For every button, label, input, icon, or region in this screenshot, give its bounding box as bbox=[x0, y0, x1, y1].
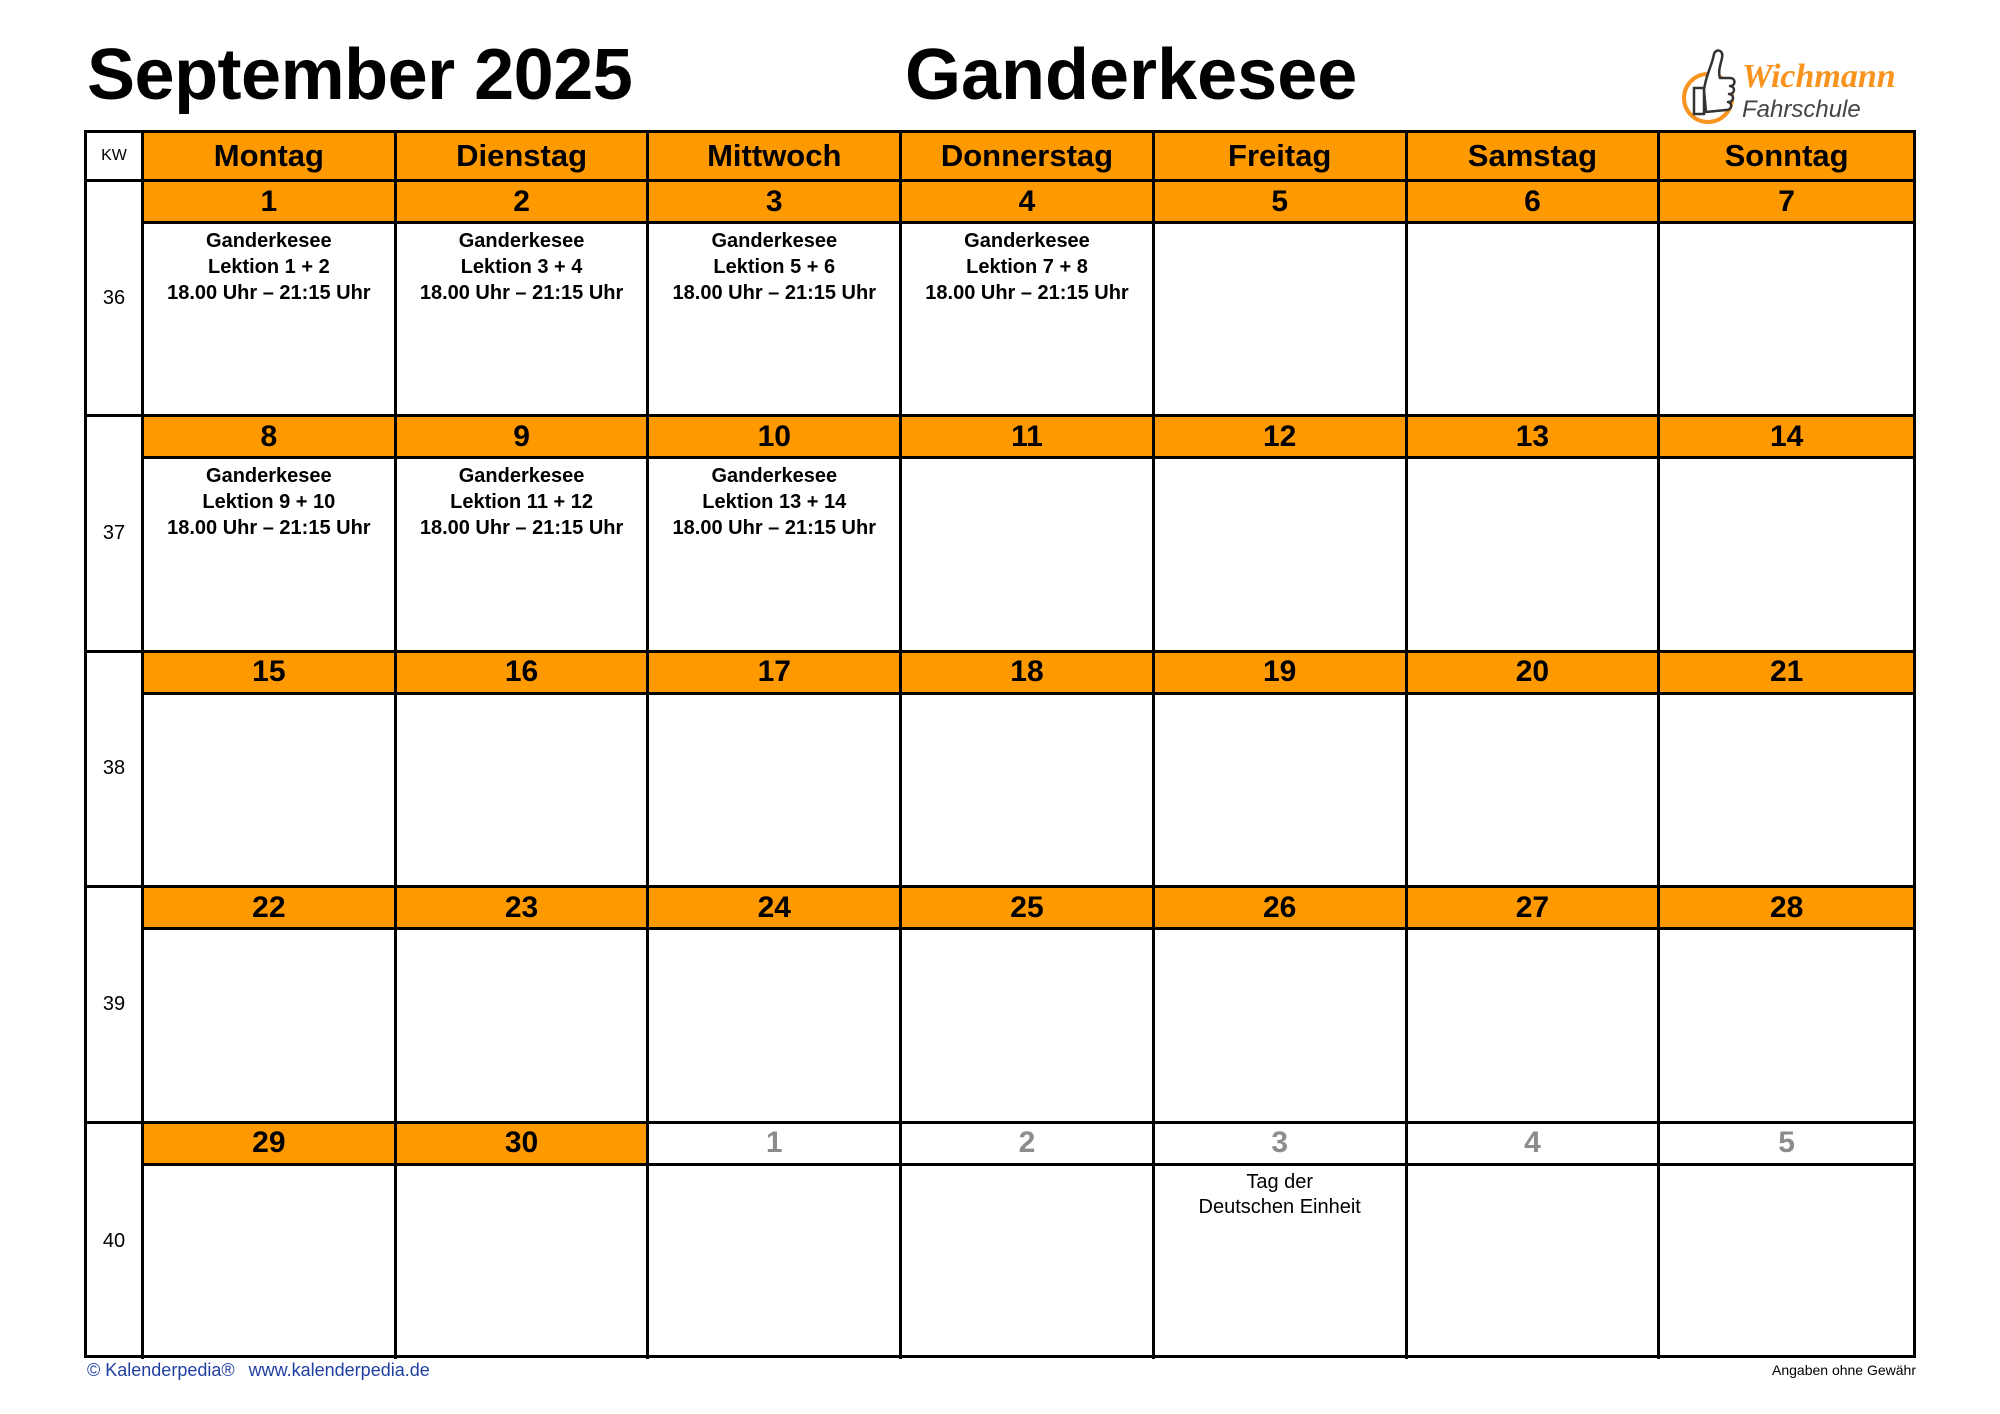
day-number: 21 bbox=[1660, 653, 1913, 695]
day-cell[interactable] bbox=[902, 224, 1155, 417]
school-logo bbox=[1676, 44, 1916, 130]
day-header-sonntag: Sonntag bbox=[1660, 133, 1913, 182]
logo-subtitle: Fahrschule bbox=[1742, 96, 1861, 123]
event-lesson: Lektion 11 + 12 bbox=[450, 491, 593, 514]
day-cell[interactable] bbox=[1155, 695, 1408, 888]
day-number: 2 bbox=[397, 182, 650, 224]
event-time: 18.00 Uhr – 21:15 Uhr bbox=[419, 282, 624, 304]
day-number: 18 bbox=[902, 653, 1155, 695]
day-number: 7 bbox=[1660, 182, 1913, 224]
event-lesson: Lektion 5 + 6 bbox=[713, 256, 836, 278]
lesson-event bbox=[902, 228, 1152, 306]
day-cell[interactable] bbox=[397, 1166, 650, 1359]
day-header-dienstag: Dienstag bbox=[397, 133, 650, 182]
event-time: 18.00 Uhr – 21:15 Uhr bbox=[167, 282, 371, 304]
day-cell[interactable] bbox=[1408, 459, 1661, 652]
day-number: 4 bbox=[902, 182, 1155, 224]
day-cell[interactable] bbox=[1660, 1166, 1913, 1359]
day-number: 25 bbox=[902, 888, 1155, 930]
lesson-event bbox=[649, 463, 899, 541]
thumbs-up-steering-wheel-icon bbox=[1676, 44, 1738, 128]
event-location: Ganderkesee bbox=[458, 465, 585, 488]
day-cell[interactable] bbox=[649, 1166, 902, 1359]
event-time: 18.00 Uhr – 21:15 Uhr bbox=[925, 282, 1129, 304]
day-cell[interactable] bbox=[144, 930, 397, 1123]
lesson-event bbox=[144, 228, 394, 306]
event-location: Ganderkesee bbox=[206, 465, 332, 488]
day-header-samstag: Samstag bbox=[1408, 133, 1661, 182]
day-cell[interactable] bbox=[1155, 930, 1408, 1123]
kw-header: KW bbox=[87, 133, 144, 182]
day-number: 11 bbox=[902, 417, 1155, 459]
day-number: 29 bbox=[144, 1124, 397, 1166]
day-cell[interactable] bbox=[902, 459, 1155, 652]
day-cell[interactable] bbox=[649, 224, 902, 417]
week-number: 39 bbox=[87, 888, 144, 1123]
day-cell[interactable] bbox=[397, 459, 650, 652]
day-number: 26 bbox=[1155, 888, 1408, 930]
day-header-donnerstag: Donnerstag bbox=[902, 133, 1155, 182]
day-number: 9 bbox=[397, 417, 650, 459]
holiday-label bbox=[1155, 1170, 1405, 1220]
event-location: Ganderkesee bbox=[206, 230, 332, 252]
day-cell[interactable] bbox=[1660, 695, 1913, 888]
day-cell[interactable] bbox=[397, 224, 650, 417]
lesson-event bbox=[397, 228, 647, 306]
week-number: 38 bbox=[87, 653, 144, 888]
event-lesson: Lektion 13 + 14 bbox=[702, 491, 847, 514]
event-location: Ganderkesee bbox=[711, 465, 838, 488]
day-cell[interactable] bbox=[649, 459, 902, 652]
day-cell[interactable] bbox=[144, 1166, 397, 1359]
next-month-day-number: 1 bbox=[649, 1124, 902, 1166]
week-number: 40 bbox=[87, 1124, 144, 1359]
day-number: 15 bbox=[144, 653, 397, 695]
holiday-line: Tag der bbox=[1246, 1170, 1314, 1193]
next-month-day-number: 3 bbox=[1155, 1124, 1408, 1166]
event-location: Ganderkesee bbox=[711, 230, 838, 252]
event-time: 18.00 Uhr – 21:15 Uhr bbox=[672, 282, 876, 304]
week-number: 36 bbox=[87, 182, 144, 417]
event-lesson: Lektion 3 + 4 bbox=[460, 256, 583, 278]
logo-name: Wichmann bbox=[1742, 58, 1896, 95]
day-number: 19 bbox=[1155, 653, 1408, 695]
day-cell[interactable] bbox=[1155, 224, 1408, 417]
next-month-day-number: 2 bbox=[902, 1124, 1155, 1166]
lesson-event bbox=[649, 228, 899, 306]
event-time: 18.00 Uhr – 21:15 Uhr bbox=[419, 517, 624, 540]
next-month-day-number: 4 bbox=[1408, 1124, 1661, 1166]
day-cell[interactable] bbox=[144, 695, 397, 888]
footer-credit bbox=[87, 1360, 430, 1381]
day-number: 13 bbox=[1408, 417, 1661, 459]
day-cell[interactable] bbox=[1155, 459, 1408, 652]
event-lesson: Lektion 7 + 8 bbox=[966, 256, 1088, 278]
day-cell[interactable] bbox=[902, 695, 1155, 888]
week-number: 37 bbox=[87, 417, 144, 652]
day-cell[interactable] bbox=[1155, 1166, 1408, 1359]
day-number: 10 bbox=[649, 417, 902, 459]
day-header-montag: Montag bbox=[144, 133, 397, 182]
day-number: 3 bbox=[649, 182, 902, 224]
day-number: 28 bbox=[1660, 888, 1913, 930]
day-cell[interactable] bbox=[144, 459, 397, 652]
event-lesson: Lektion 1 + 2 bbox=[207, 256, 330, 278]
day-number: 17 bbox=[649, 653, 902, 695]
next-month-day-number: 5 bbox=[1660, 1124, 1913, 1166]
footer-url-link[interactable]: www.kalenderpedia.de bbox=[248, 1360, 430, 1380]
day-number: 14 bbox=[1660, 417, 1913, 459]
day-number: 20 bbox=[1408, 653, 1661, 695]
event-lesson: Lektion 9 + 10 bbox=[202, 491, 336, 514]
event-time: 18.00 Uhr – 21:15 Uhr bbox=[672, 517, 876, 540]
holiday-line: Deutschen Einheit bbox=[1198, 1195, 1361, 1218]
calendar-grid bbox=[84, 130, 1916, 1358]
day-header-freitag: Freitag bbox=[1155, 133, 1408, 182]
event-location: Ganderkesee bbox=[458, 230, 585, 252]
day-number: 6 bbox=[1408, 182, 1661, 224]
day-cell[interactable] bbox=[1660, 224, 1913, 417]
day-cell[interactable] bbox=[397, 695, 650, 888]
day-number: 16 bbox=[397, 653, 650, 695]
day-number: 27 bbox=[1408, 888, 1661, 930]
day-cell[interactable] bbox=[1660, 930, 1913, 1123]
month-title: September 2025 bbox=[87, 35, 633, 115]
day-cell[interactable] bbox=[397, 930, 650, 1123]
lesson-event bbox=[397, 463, 647, 541]
day-cell[interactable] bbox=[1408, 224, 1661, 417]
footer-copyright: © Kalenderpedia® bbox=[87, 1360, 235, 1380]
day-cell[interactable] bbox=[902, 930, 1155, 1123]
day-number: 1 bbox=[144, 182, 397, 224]
day-number: 12 bbox=[1155, 417, 1408, 459]
lesson-event bbox=[144, 463, 394, 541]
day-number: 24 bbox=[649, 888, 902, 930]
day-cell[interactable] bbox=[649, 695, 902, 888]
day-number: 5 bbox=[1155, 182, 1408, 224]
day-cell[interactable] bbox=[902, 1166, 1155, 1359]
event-time: 18.00 Uhr – 21:15 Uhr bbox=[167, 517, 371, 540]
day-header-mittwoch: Mittwoch bbox=[649, 133, 902, 182]
city-title: Ganderkesee bbox=[905, 35, 1358, 115]
footer-disclaimer: Angaben ohne Gewähr bbox=[1772, 1362, 1916, 1378]
day-number: 22 bbox=[144, 888, 397, 930]
day-cell[interactable] bbox=[144, 224, 397, 417]
day-number: 8 bbox=[144, 417, 397, 459]
day-number: 30 bbox=[397, 1124, 650, 1166]
day-cell[interactable] bbox=[1660, 459, 1913, 652]
day-cell[interactable] bbox=[1408, 1166, 1661, 1359]
day-cell[interactable] bbox=[1408, 930, 1661, 1123]
day-cell[interactable] bbox=[1408, 695, 1661, 888]
day-number: 23 bbox=[397, 888, 650, 930]
event-location: Ganderkesee bbox=[964, 230, 1090, 252]
day-cell[interactable] bbox=[649, 930, 902, 1123]
